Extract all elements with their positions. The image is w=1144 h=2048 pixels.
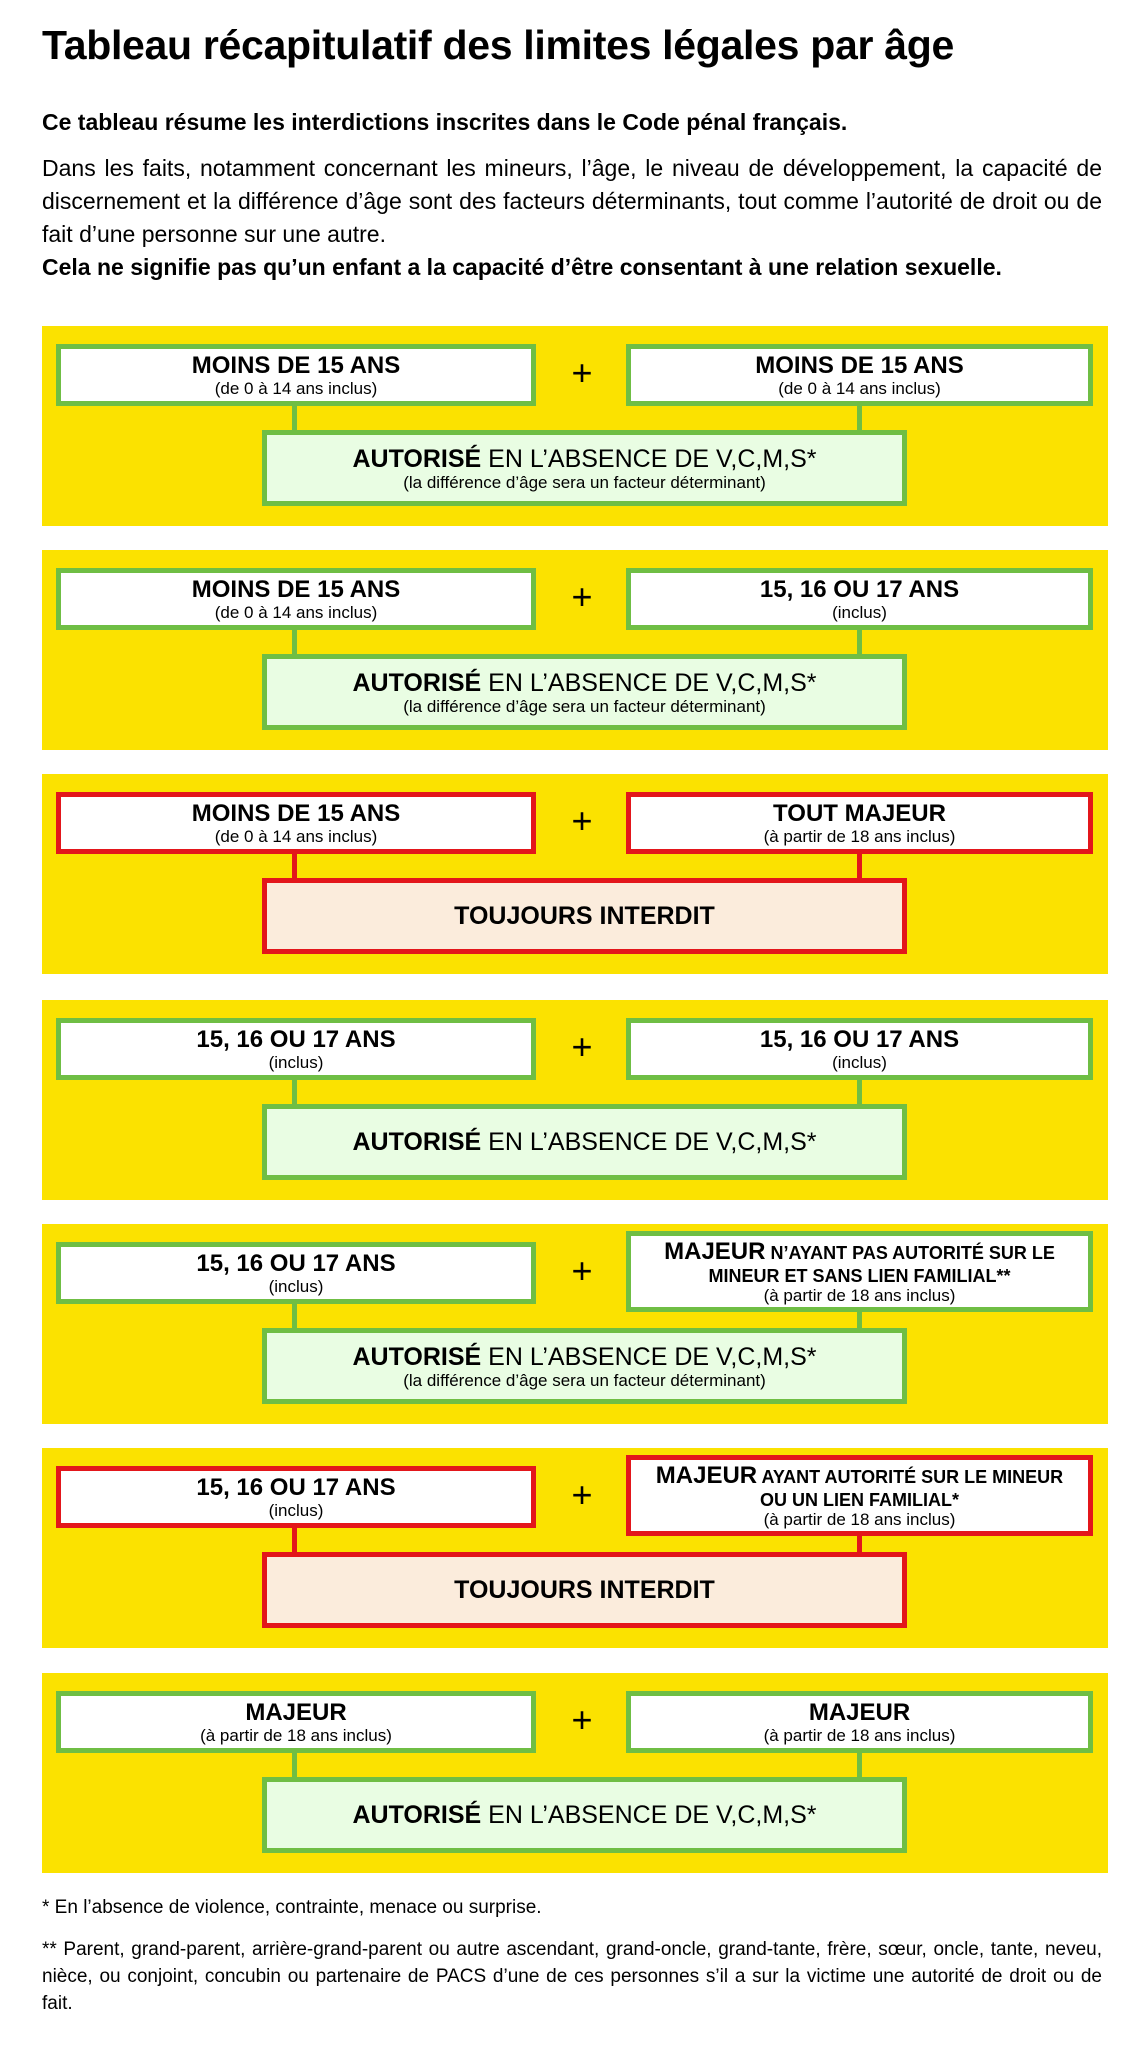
intro-body: Dans les faits, notamment concernant les mineurs, l’âge, le niveau de développement, la capacité de discernement et la différence d’âge sont des facteurs déterminants, tout comme l’autorité de droit ou de fait d’une personne sur une autre.	[42, 155, 1102, 247]
age-title: MAJEUR	[808, 1698, 911, 1726]
connector-line	[292, 1080, 297, 1104]
result-condition: EN L’ABSENCE DE V,C,M,S*	[481, 668, 817, 697]
left-age-box	[56, 792, 536, 854]
age-title: MOINS DE 15 ANS	[191, 575, 401, 603]
left-age-box	[56, 1242, 536, 1304]
plus-sign: +	[571, 1026, 593, 1067]
left-age-box	[56, 1018, 536, 1080]
result-text	[267, 669, 902, 697]
footnote-double-star: ** Parent, grand-parent, arrière-grand-parent ou autre ascendant, grand-oncle, grand-tante, frère, sœur, oncle, tante, neveu, nièce, ou conjoint, concubin ou partenaire de PACS d’une de ces personnes s’il a sur la victime une autorité de droit ou de fait.	[42, 1939, 1102, 2014]
result-verdict: AUTORISÉ	[352, 668, 482, 697]
plus-sign: +	[571, 352, 593, 393]
age-combination-panel	[42, 1224, 1108, 1424]
result-text	[267, 1128, 902, 1156]
age-title: MOINS DE 15 ANS	[191, 351, 401, 379]
result-note: (la différence d’âge sera un facteur déterminant)	[403, 1370, 766, 1390]
age-title	[664, 1239, 1055, 1266]
connector-line	[857, 630, 862, 654]
connector-line	[857, 1536, 862, 1552]
plus-sign: +	[571, 576, 593, 617]
right-age-box	[626, 1231, 1093, 1312]
age-subtitle: (à partir de 18 ans inclus)	[763, 1509, 956, 1529]
page-title: Tableau récapitulatif des limites légales par âge	[42, 22, 954, 68]
intro-emphasis: Cela ne signifie pas qu’un enfant a la capacité d’être consentant à une relation sexuelle.	[42, 254, 1002, 280]
result-condition: EN L’ABSENCE DE V,C,M,S*	[481, 1128, 817, 1156]
right-age-box	[626, 568, 1093, 630]
age-title: TOUT MAJEUR	[773, 799, 946, 827]
result-text	[267, 445, 902, 473]
age-subtitle: (de 0 à 14 ans inclus)	[214, 378, 378, 398]
right-age-box	[626, 792, 1093, 854]
result-box	[262, 654, 907, 730]
result-box	[262, 1328, 907, 1404]
result-verdict: AUTORISÉ	[352, 444, 482, 473]
age-subtitle: (à partir de 18 ans inclus)	[200, 1725, 392, 1745]
plus-sign: +	[571, 1250, 593, 1291]
connector-line	[857, 854, 862, 878]
age-title: 15, 16 OU 17 ANS	[196, 1025, 396, 1053]
age-subtitle: (inclus)	[832, 1052, 887, 1072]
right-age-box	[626, 1018, 1093, 1080]
age-combination-panel	[42, 550, 1108, 750]
right-age-box	[626, 344, 1093, 406]
right-age-box	[626, 1691, 1093, 1753]
connector-line	[857, 1080, 862, 1104]
result-verdict: AUTORISÉ	[352, 1342, 482, 1371]
plus-sign: +	[571, 1699, 593, 1740]
left-age-box	[56, 1691, 536, 1753]
result-box	[262, 1104, 907, 1180]
age-combination-panel	[42, 774, 1108, 974]
age-title: 15, 16 OU 17 ANS	[196, 1473, 396, 1501]
plus-sign: +	[571, 800, 593, 841]
left-age-box	[56, 568, 536, 630]
result-verdict: AUTORISÉ	[352, 1801, 482, 1829]
plus-sign: +	[571, 1474, 593, 1515]
age-subtitle: (inclus)	[268, 1276, 324, 1296]
result-box	[262, 430, 907, 506]
age-title-line2: MINEUR ET SANS LIEN FAMILIAL**	[708, 1265, 1011, 1286]
age-title-main: MAJEUR	[655, 1461, 758, 1489]
age-subtitle: (de 0 à 14 ans inclus)	[778, 378, 941, 398]
age-title: MAJEUR	[245, 1698, 347, 1726]
result-box	[262, 1777, 907, 1853]
connector-line	[292, 854, 297, 878]
connector-line	[292, 630, 297, 654]
connector-line	[292, 406, 297, 430]
age-title: 15, 16 OU 17 ANS	[759, 575, 960, 603]
connector-line	[857, 406, 862, 430]
age-subtitle: (à partir de 18 ans inclus)	[763, 1285, 956, 1305]
age-title: MOINS DE 15 ANS	[755, 351, 964, 379]
age-subtitle: (de 0 à 14 ans inclus)	[214, 826, 378, 846]
left-age-box	[56, 1466, 536, 1528]
age-title	[656, 1463, 1063, 1490]
intro	[42, 106, 1102, 284]
connector-line	[292, 1304, 297, 1328]
result-text	[267, 1343, 902, 1371]
age-title-qualifier: AYANT AUTORITÉ SUR LE MINEUR	[757, 1466, 1064, 1487]
right-age-box	[626, 1455, 1093, 1536]
age-combination-panel	[42, 1448, 1108, 1648]
connector-line	[857, 1753, 862, 1777]
age-combination-panel	[42, 1000, 1108, 1200]
intro-lead: Ce tableau résume les interdictions inscrites dans le Code pénal français.	[42, 109, 848, 135]
age-title-main: MAJEUR	[664, 1237, 766, 1265]
result-condition: EN L’ABSENCE DE V,C,M,S*	[481, 444, 817, 473]
result-box	[262, 1552, 907, 1628]
result-verdict: TOUJOURS INTERDIT	[454, 1576, 715, 1604]
age-title: 15, 16 OU 17 ANS	[196, 1249, 396, 1277]
age-subtitle: (inclus)	[832, 602, 887, 622]
connector-line	[857, 1312, 862, 1328]
age-subtitle: (à partir de 18 ans inclus)	[763, 1725, 956, 1745]
footnote-single-star: * En l’absence de violence, contrainte, menace ou surprise.	[42, 1897, 542, 1918]
age-combination-panel	[42, 326, 1108, 526]
result-condition: EN L’ABSENCE DE V,C,M,S*	[481, 1801, 817, 1829]
result-verdict: TOUJOURS INTERDIT	[454, 902, 715, 930]
age-title-qualifier: N’AYANT PAS AUTORITÉ SUR LE	[765, 1242, 1055, 1263]
result-condition: EN L’ABSENCE DE V,C,M,S*	[481, 1342, 817, 1371]
age-title: MOINS DE 15 ANS	[191, 799, 401, 827]
result-verdict: AUTORISÉ	[352, 1128, 482, 1156]
result-box	[262, 878, 907, 954]
age-subtitle: (inclus)	[268, 1052, 324, 1072]
age-combination-panel	[42, 1673, 1108, 1873]
age-subtitle: (de 0 à 14 ans inclus)	[214, 602, 378, 622]
left-age-box	[56, 344, 536, 406]
result-text	[267, 1801, 902, 1829]
result-note: (la différence d’âge sera un facteur déterminant)	[403, 696, 766, 716]
age-subtitle: (inclus)	[268, 1500, 324, 1520]
age-title-line2: OU UN LIEN FAMILIAL*	[760, 1489, 959, 1510]
connector-line	[292, 1753, 297, 1777]
connector-line	[292, 1528, 297, 1552]
age-title: 15, 16 OU 17 ANS	[759, 1025, 960, 1053]
result-note: (la différence d’âge sera un facteur déterminant)	[403, 472, 766, 492]
age-subtitle: (à partir de 18 ans inclus)	[763, 826, 956, 846]
